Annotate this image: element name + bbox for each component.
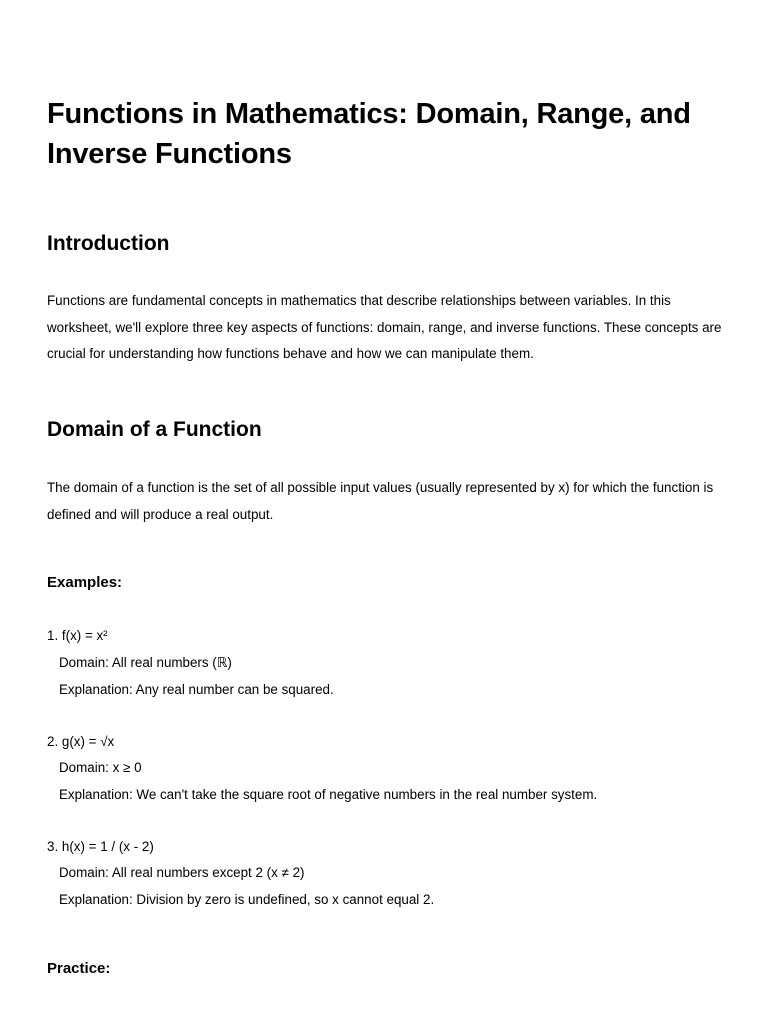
example-function: 3. h(x) = 1 / (x - 2) <box>47 839 154 854</box>
example-domain: Domain: x ≥ 0 <box>59 760 142 775</box>
example-domain: Domain: All real numbers except 2 (x ≠ 2) <box>59 865 305 880</box>
example-function: 2. g(x) = √x <box>47 734 115 749</box>
domain-heading: Domain of a Function <box>47 418 262 441</box>
examples-heading: Examples: <box>47 574 123 591</box>
example-explanation: Explanation: We can't take the square root of negative numbers in the real number system. <box>59 787 598 802</box>
example-explanation: Explanation: Any real number can be squared. <box>59 682 334 697</box>
example-domain: Domain: All real numbers (ℝ) <box>59 655 232 670</box>
domain-paragraph: The domain of a function is the set of all possible input values (usually represented by x) for which the function is defined and will produce a real output. <box>47 480 714 522</box>
practice-heading: Practice: <box>47 960 111 977</box>
page-title: Functions in Mathematics: Domain, Range, and Inverse Functions <box>47 98 691 170</box>
example-explanation: Explanation: Division by zero is undefined, so x cannot equal 2. <box>59 892 435 907</box>
introduction-paragraph: Functions are fundamental concepts in mathematics that describe relationships between variables. In this worksheet, we'll explore three key aspects of functions: domain, range, and inverse functions. These concepts are crucial for understanding how functions behave and how we can manipulate them. <box>47 293 722 361</box>
example-function: 1. f(x) = x² <box>47 628 108 643</box>
introduction-heading: Introduction <box>47 232 170 255</box>
